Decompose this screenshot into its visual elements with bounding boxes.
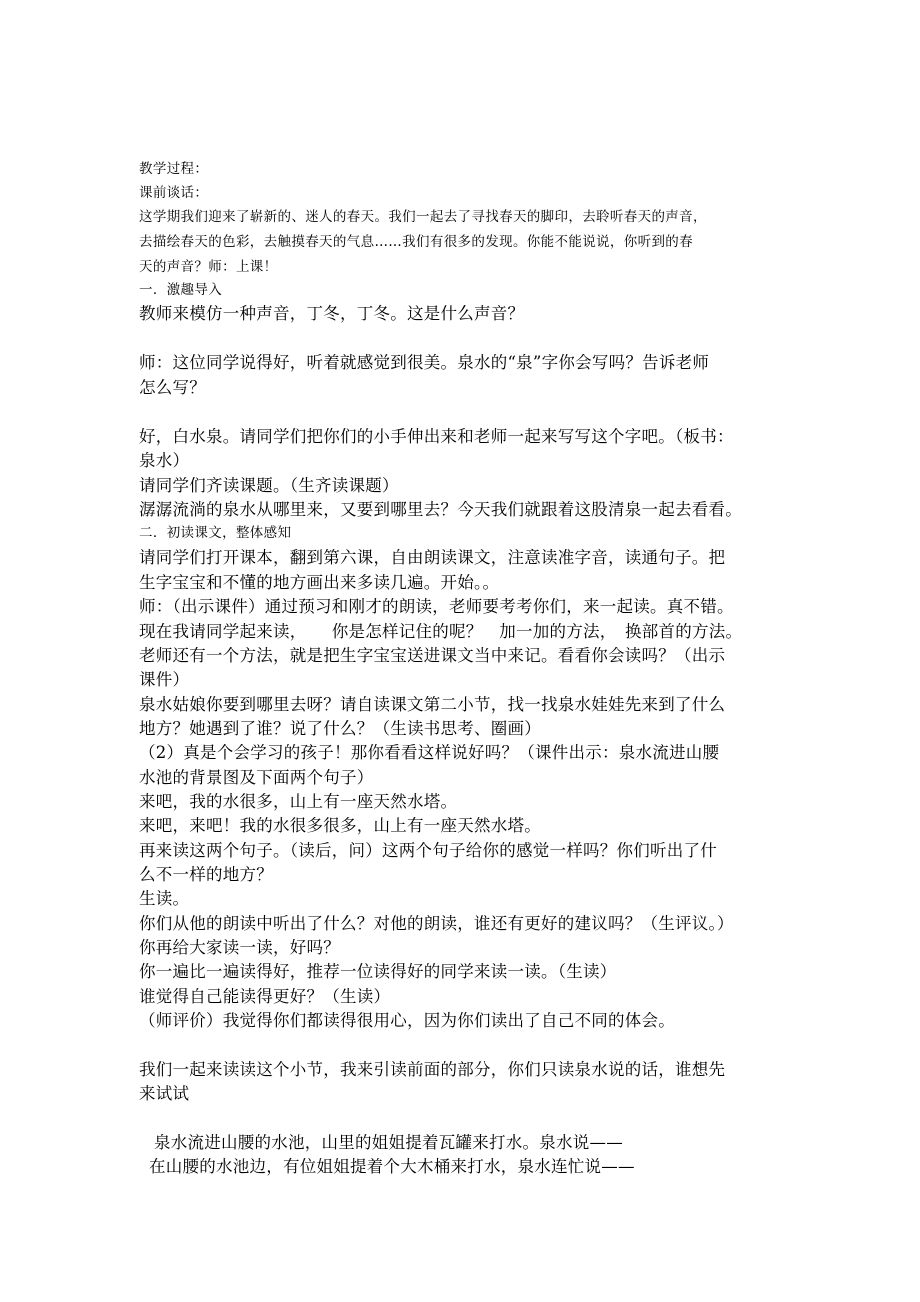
text-line: 地方？她遇到了谁？说了什么？（生读书思考、圈画）: [139, 719, 541, 738]
text-line: 我们一起来读读这个小节，我来引读前面的部分，你们只读泉水说的话，谁想先: [139, 1060, 726, 1079]
text-line: 现在我请同学起来读， 你是怎样记住的呢？ 加一加的方法， 换部首的方法。: [139, 622, 743, 641]
text-line: （师评价）我觉得你们都读得很用心，因为你们读出了自己不同的体会。: [139, 1011, 675, 1030]
text-line: 生读。: [139, 889, 190, 908]
text-line: 水池的背景图及下面两个句子）: [139, 768, 374, 787]
text-line: 再来读这两个句子。（读后，问）这两个句子给你的感觉一样吗？你们听出了什: [139, 841, 717, 860]
text-line-heading-process: 教学过程：: [139, 161, 209, 177]
text-line: 生字宝宝和不懂的地方画出来多读几遍。开始。。: [139, 573, 500, 592]
text-line: 好，白水泉。请同学们把你们的小手伸出来和老师一起来写写这个字吧。（板书：: [139, 427, 734, 446]
text-line: 你们从他的朗读中听出了什么？对他的朗读，谁还有更好的建议吗？（生评议。）: [139, 914, 734, 933]
text-line: 泉水姑娘你要到哪里去呀？请自读课文第二小节，找一找泉水娃娃先来到了什么: [139, 695, 726, 714]
text-line: 来吧，来吧！我的水很多很多，山上有一座天然水塔。: [139, 816, 541, 835]
text-line: 你再给大家读一读，好吗？: [139, 938, 340, 957]
text-line: 请同学们打开课本，翻到第六课，自由朗读课文，注意读准字音，读通句子。把: [139, 548, 726, 567]
text-line: 课件）: [139, 670, 190, 689]
text-line: 天的声音？师：上课！: [139, 259, 278, 275]
text-line-section-two: 二．初读课文，整体感知: [139, 525, 292, 541]
text-line: 这学期我们迎来了崭新的、迷人的春天。我们一起去了寻找春天的脚印，去聆听春天的声音，: [139, 209, 707, 225]
text-line: 你一遍比一遍读得好，推荐一位读得好的同学来读一读。（生读）: [139, 962, 617, 981]
text-line: 去描绘春天的色彩，去触摸春天的气息……我们有很多的发现。你能不能说说，你听到的春: [139, 234, 693, 250]
text-line-heading-talk: 课前谈话：: [139, 185, 209, 201]
text-line: 谁觉得自己能读得更好？（生读）: [139, 987, 391, 1006]
text-line: 潺潺流淌的泉水从哪里来，又要到哪里去？今天我们就跟着这股清泉一起去看看。: [139, 500, 742, 519]
text-line: 老师还有一个方法，就是把生字宝宝送进课文当中来记。看看你会读吗？（出示: [139, 646, 726, 665]
text-line: 请同学们齐读课题。（生齐读课题）: [139, 476, 399, 495]
text-line: 教师来模仿一种声音，丁冬，丁冬。这是什么声音？: [139, 304, 525, 323]
text-line-indented: 泉水流进山腰的水池，山里的姐姐提着瓦罐来打水。泉水说——: [154, 1133, 623, 1152]
text-line: 师：（出示课件）通过预习和刚才的朗读，老师要考考你们，来一起读。真不错。: [139, 597, 734, 616]
text-line: 么不一样的地方？: [139, 865, 273, 884]
text-line: 师：这位同学说得好，听着就感觉到很美。泉水的“泉”字你会写吗？告诉老师: [139, 353, 710, 372]
text-line-indented: 在山腰的水池边，有位姐姐提着个大木桶来打水，泉水连忙说——: [149, 1157, 635, 1176]
text-line: 来吧，我的水很多，山上有一座天然水塔。: [139, 792, 458, 811]
text-line-section-one: 一．激趣导入: [139, 282, 223, 298]
text-line: （2）真是个会学习的孩子！那你看看这样说好吗？（课件出示：泉水流进山腰: [139, 743, 720, 762]
text-line: 泉水）: [139, 451, 190, 470]
text-line: 来试试: [139, 1084, 190, 1103]
text-line: 怎么写？: [139, 378, 206, 397]
